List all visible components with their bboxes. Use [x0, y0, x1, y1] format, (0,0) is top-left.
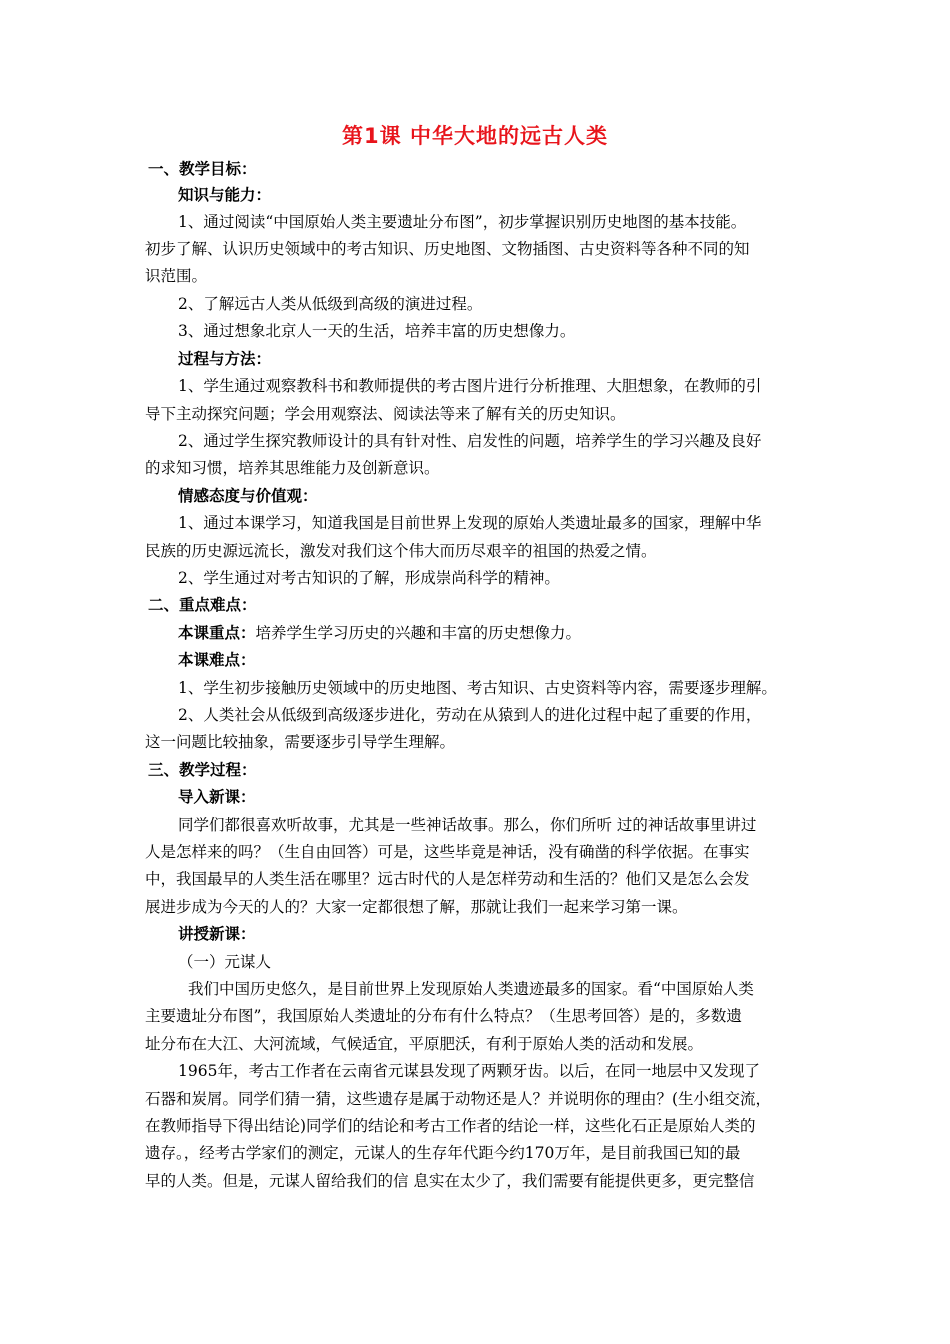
text-line: 识范围。: [145, 267, 208, 285]
subsection-heading: 讲授新课：: [178, 925, 256, 943]
text-line: 2、学生通过对考古知识的了解，形成崇尚科学的精神。: [178, 569, 560, 587]
text-line: [178, 622, 581, 644]
text-line: 导下主动探究问题；学会用观察法、阅读法等来了解有关的历史知识。: [145, 405, 626, 423]
text-line: 展进步成为今天的人的？大家一定都很想了解，那就让我们一起来学习第一课。: [145, 898, 688, 916]
text-line: 1、通过本课学习，知道我国是目前世界上发现的原始人类遗址最多的国家，理解中华: [178, 514, 762, 532]
text-line: 人是怎样来的吗？（生自由回答）可是，这些毕竟是神话，没有确凿的科学依据。在事实: [145, 843, 750, 861]
text-line: 中，我国最早的人类生活在哪里？远古时代的人是怎样劳动和生活的？他们又是怎么会发: [145, 870, 750, 888]
text-line: 初步了解、认识历史领域中的考古知识、历史地图、文物插图、古史资料等各种不同的知: [145, 240, 750, 258]
text-line: 的求知习惯，培养其思维能力及创新意识。: [145, 459, 440, 477]
key-point-text: 培养学生学习历史的兴趣和丰富的历史想像力。: [255, 624, 582, 642]
text-line: 在教师指导下得出结论)同学们的结论和考古工作者的结论一样，这些化石正是原始人类的: [145, 1117, 756, 1135]
text-line: 这一问题比较抽象，需要逐步引导学生理解。: [145, 733, 456, 751]
text-line: 石器和炭屑。同学们猜一猜，这些遗存是属于动物还是人？并说明你的理由？(生小组交流，: [145, 1090, 772, 1108]
subsection-heading: （一）元谋人: [178, 953, 272, 971]
text-line: 1、学生初步接触历史领域中的历史地图、考古知识、古史资料等内容，需要逐步理解。: [178, 679, 777, 697]
section-heading: 三、教学过程：: [148, 761, 257, 779]
text-line: 2、了解远古人类从低级到高级的演进过程。: [178, 295, 483, 313]
text-line: 我们中国历史悠久，是目前世界上发现原始人类遗迹最多的国家。看“中国原始人类: [188, 980, 754, 998]
text-line: 1965年，考古工作者在云南省元谋县发现了两颗牙齿。以后，在同一地层中又发现了: [178, 1062, 760, 1080]
text-line: 2、通过学生探究教师设计的具有针对性、启发性的问题，培养学生的学习兴趣及良好: [178, 432, 762, 450]
text-line: 3、通过想象北京人一天的生活，培养丰富的历史想像力。: [178, 322, 576, 340]
text-line: 1、学生通过观察教科书和教师提供的考古图片进行分析推理、大胆想象，在教师的引: [178, 377, 762, 395]
subsection-heading: 导入新课：: [178, 788, 256, 806]
subsection-heading: 情感态度与价值观：: [178, 487, 318, 505]
text-line: 早的人类。但是，元谋人留给我们的信 息实在太少了，我们需要有能提供更多，更完整信: [145, 1172, 755, 1190]
subsection-heading: 过程与方法：: [178, 350, 272, 368]
text-line: 同学们都很喜欢听故事，尤其是一些神话故事。那么，你们所听 过的神话故事里讲过: [178, 816, 757, 834]
section-heading: 二、重点难点：: [148, 596, 257, 614]
subsection-heading: 本课难点：: [178, 651, 256, 669]
label-key-point: 本课重点：: [178, 624, 256, 642]
text-line: 主要遗址分布图”，我国原始人类遗址的分布有什么特点？（生思考回答）是的，多数遗: [145, 1007, 742, 1025]
text-line: 1、通过阅读“中国原始人类主要遗址分布图”，初步掌握识别历史地图的基本技能。: [178, 213, 747, 231]
text-line: 民族的历史源远流长，激发对我们这个伟大而历尽艰辛的祖国的热爱之情。: [145, 542, 657, 560]
text-line: 址分布在大江、大河流域，气候适宜，平原肥沃，有利于原始人类的活动和发展。: [145, 1035, 704, 1053]
section-heading: 一、教学目标：: [148, 160, 257, 178]
text-line: 遗存。，经考古学家们的测定，元谋人的生存年代距今约170万年，是目前我国已知的最: [145, 1144, 741, 1162]
subsection-heading: 知识与能力：: [178, 186, 272, 204]
page-title: 第1课 中华大地的远古人类: [342, 124, 608, 148]
text-line: 2、人类社会从低级到高级逐步进化，劳动在从猿到人的进化过程中起了重要的作用，: [178, 706, 762, 724]
